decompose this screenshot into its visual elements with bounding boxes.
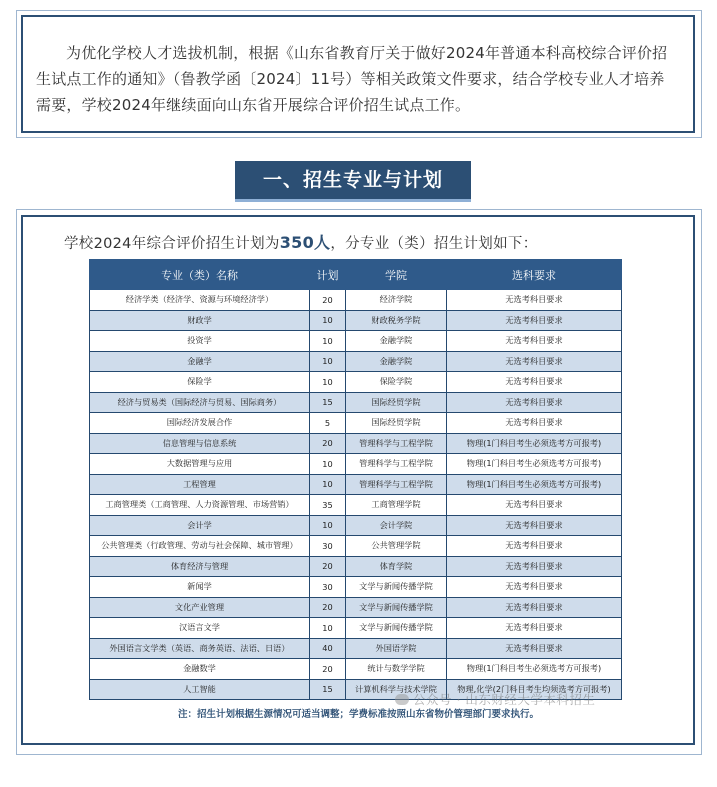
subject-req-cell: 物理(1门科目考生必须选考方可报考) <box>447 659 622 680</box>
quota-cell: 10 <box>310 331 346 352</box>
subject-req-cell: 无选考科目要求 <box>447 351 622 372</box>
school-cell: 经济学院 <box>346 290 447 311</box>
table-row <box>90 454 622 475</box>
table-row <box>90 290 622 311</box>
school-cell: 统计与数学学院 <box>346 659 447 680</box>
table-row <box>90 597 622 618</box>
quota-cell: 30 <box>310 536 346 557</box>
school-cell: 文学与新闻传播学院 <box>346 618 447 639</box>
watermark-text: 公众号 · 山东财经大学本科招生 <box>413 692 596 707</box>
table-row <box>90 392 622 413</box>
quota-cell: 40 <box>310 638 346 659</box>
quota-cell: 10 <box>310 454 346 475</box>
major-cell: 新闻学 <box>90 577 310 598</box>
school-cell: 金融学院 <box>346 351 447 372</box>
plan-note: 注：招生计划根据生源情况可适当调整；学费标准按照山东省物价管理部门要求执行。 <box>177 709 539 720</box>
header-major: 专业（类）名称 <box>90 260 310 290</box>
school-cell: 管理科学与工程学院 <box>346 474 447 495</box>
school-cell: 计算机科学与技术学院 <box>346 679 447 700</box>
major-cell: 工商管理类（工商管理、人力资源管理、市场营销） <box>90 495 310 516</box>
major-cell: 金融学 <box>90 351 310 372</box>
school-cell: 工商管理学院 <box>346 495 447 516</box>
quota-cell: 10 <box>310 372 346 393</box>
school-cell: 保险学院 <box>346 372 447 393</box>
subject-req-cell: 无选考科目要求 <box>447 331 622 352</box>
table-row <box>90 433 622 454</box>
subject-req-cell: 无选考科目要求 <box>447 556 622 577</box>
major-cell: 工程管理 <box>90 474 310 495</box>
major-cell: 体育经济与管理 <box>90 556 310 577</box>
table-row <box>90 638 622 659</box>
school-cell: 文学与新闻传播学院 <box>346 597 447 618</box>
school-cell: 公共管理学院 <box>346 536 447 557</box>
table-row <box>90 659 622 680</box>
major-cell: 人工智能 <box>90 679 310 700</box>
quota-cell: 20 <box>310 556 346 577</box>
major-cell: 汉语言文学 <box>90 618 310 639</box>
subject-req-cell: 无选考科目要求 <box>447 638 622 659</box>
table-row <box>90 577 622 598</box>
quota-cell: 5 <box>310 413 346 434</box>
school-cell: 外国语学院 <box>346 638 447 659</box>
quota-cell: 10 <box>310 515 346 536</box>
school-cell: 管理科学与工程学院 <box>346 433 447 454</box>
school-cell: 文学与新闻传播学院 <box>346 577 447 598</box>
plan-intro-after: ，分专业（类）招生计划如下： <box>330 236 538 252</box>
quota-cell: 10 <box>310 351 346 372</box>
subject-req-cell: 无选考科目要求 <box>447 597 622 618</box>
subject-req-cell: 物理(1门科目考生必须选考方可报考) <box>447 433 622 454</box>
table-header-row <box>90 260 622 290</box>
quota-cell: 10 <box>310 310 346 331</box>
subject-req-cell: 无选考科目要求 <box>447 392 622 413</box>
school-cell: 管理科学与工程学院 <box>346 454 447 475</box>
major-cell: 财政学 <box>90 310 310 331</box>
watermark <box>395 690 595 708</box>
major-cell: 外国语言文学类（英语、商务英语、法语、日语） <box>90 638 310 659</box>
subject-req-cell: 无选考科目要求 <box>447 372 622 393</box>
subject-req-cell: 物理(1门科目考生必须选考方可报考) <box>447 454 622 475</box>
school-cell: 财政税务学院 <box>346 310 447 331</box>
major-cell: 保险学 <box>90 372 310 393</box>
major-cell: 经济学类（经济学、资源与环境经济学） <box>90 290 310 311</box>
quota-cell: 35 <box>310 495 346 516</box>
major-cell: 经济与贸易类（国际经济与贸易、国际商务） <box>90 392 310 413</box>
table-row <box>90 618 622 639</box>
quota-cell: 30 <box>310 577 346 598</box>
subject-req-cell: 无选考科目要求 <box>447 515 622 536</box>
quota-cell: 20 <box>310 290 346 311</box>
table-row <box>90 310 622 331</box>
subject-req-cell: 无选考科目要求 <box>447 577 622 598</box>
enrollment-plan-table <box>89 259 622 700</box>
plan-intro-before: 学校2024年综合评价招生计划为 <box>64 236 280 252</box>
subject-req-cell: 物理,化学(2门科目考生均须选考方可报考) <box>447 679 622 700</box>
plan-intro <box>64 230 538 253</box>
school-cell: 国际经贸学院 <box>346 392 447 413</box>
table-row <box>90 556 622 577</box>
section-heading: 一、招生专业与计划 <box>235 161 471 202</box>
major-cell: 文化产业管理 <box>90 597 310 618</box>
quota-cell: 10 <box>310 618 346 639</box>
subject-req-cell: 无选考科目要求 <box>447 536 622 557</box>
subject-req-cell: 无选考科目要求 <box>447 413 622 434</box>
major-cell: 信息管理与信息系统 <box>90 433 310 454</box>
school-cell: 国际经贸学院 <box>346 413 447 434</box>
major-cell: 金融数学 <box>90 659 310 680</box>
subject-req-cell: 物理(1门科目考生必须选考方可报考) <box>447 474 622 495</box>
table-row <box>90 495 622 516</box>
major-cell: 国际经济发展合作 <box>90 413 310 434</box>
quota-cell: 20 <box>310 433 346 454</box>
wechat-icon <box>395 694 409 705</box>
table-row <box>90 413 622 434</box>
quota-cell: 10 <box>310 474 346 495</box>
intro-paragraph: 为优化学校人才选拔机制，根据《山东省教育厅关于做好2024年普通本科高校综合评价招生试点工作的通知》（鲁教学函〔2024〕11号）等相关政策文件要求，结合学校专业人才培养需要，学校2024年继续面向山东省开展综合评价招生试点工作。 <box>36 44 668 114</box>
table-row <box>90 331 622 352</box>
table-row <box>90 474 622 495</box>
school-cell: 体育学院 <box>346 556 447 577</box>
table-row <box>90 351 622 372</box>
subject-req-cell: 无选考科目要求 <box>447 290 622 311</box>
quota-cell: 15 <box>310 679 346 700</box>
table-row <box>90 372 622 393</box>
header-school: 学院 <box>346 260 447 290</box>
school-cell: 金融学院 <box>346 331 447 352</box>
subject-req-cell: 无选考科目要求 <box>447 618 622 639</box>
table-row <box>90 536 622 557</box>
major-cell: 大数据管理与应用 <box>90 454 310 475</box>
header-quota: 计划 <box>310 260 346 290</box>
header-subject-req: 选科要求 <box>447 260 622 290</box>
subject-req-cell: 无选考科目要求 <box>447 310 622 331</box>
quota-cell: 15 <box>310 392 346 413</box>
subject-req-cell: 无选考科目要求 <box>447 495 622 516</box>
major-cell: 投资学 <box>90 331 310 352</box>
table-row <box>90 515 622 536</box>
quota-cell: 20 <box>310 659 346 680</box>
major-cell: 会计学 <box>90 515 310 536</box>
major-cell: 公共管理类（行政管理、劳动与社会保障、城市管理） <box>90 536 310 557</box>
plan-total: 350人 <box>279 233 331 252</box>
school-cell: 会计学院 <box>346 515 447 536</box>
quota-cell: 20 <box>310 597 346 618</box>
